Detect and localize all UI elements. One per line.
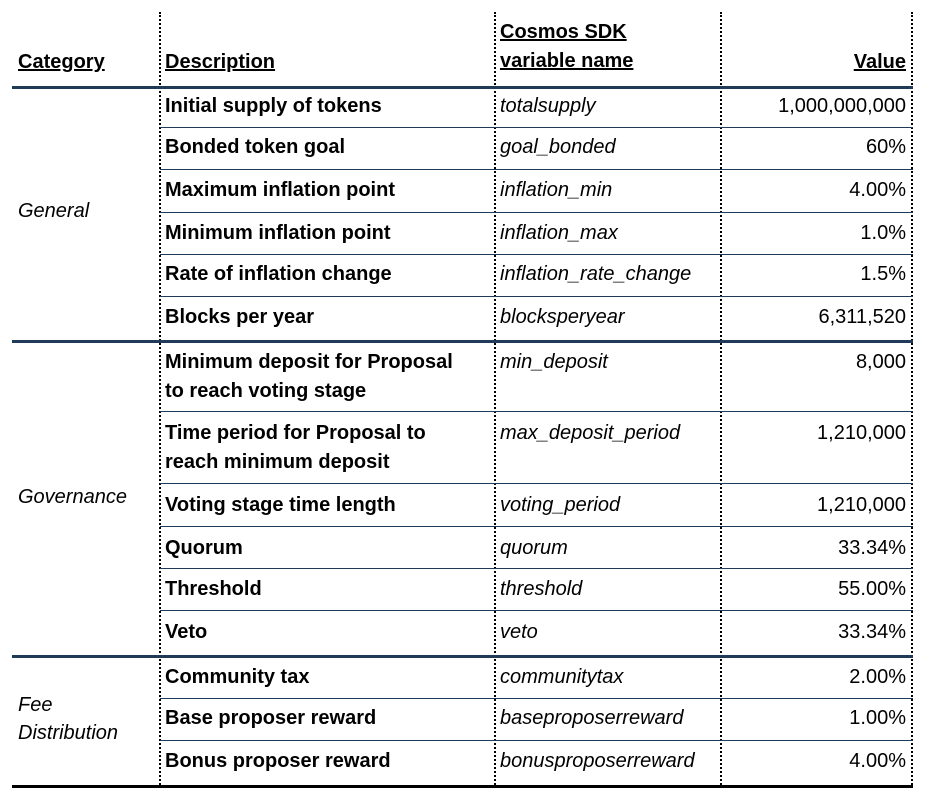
- row-variable: quorum: [500, 537, 568, 559]
- row-description: Threshold: [165, 578, 262, 600]
- row-description-line1: Time period for Proposal to: [165, 422, 426, 444]
- row-value: 33.34%: [838, 621, 906, 643]
- header-category: Category: [18, 51, 105, 73]
- row-description: Quorum: [165, 537, 243, 559]
- row-value: 1,210,000: [817, 422, 906, 444]
- row-variable: voting_period: [500, 494, 621, 516]
- parameters-table: [12, 12, 913, 788]
- row-variable: inflation_min: [500, 179, 613, 201]
- row-variable: max_deposit_period: [500, 422, 681, 444]
- row-rule: [160, 254, 913, 255]
- row-variable: veto: [500, 621, 538, 643]
- header-description: Description: [165, 51, 276, 73]
- row-rule: [160, 212, 913, 213]
- category-governance: Governance: [18, 486, 127, 508]
- row-variable: blocksperyear: [500, 306, 625, 328]
- row-variable: inflation_max: [500, 222, 618, 244]
- category-fee-line1: Fee: [18, 694, 53, 716]
- header-value: Value: [853, 51, 906, 73]
- row-rule: [160, 483, 913, 484]
- row-rule: [160, 296, 913, 297]
- column-divider: [159, 12, 161, 788]
- row-variable: totalsupply: [500, 95, 596, 117]
- row-description-line1: Minimum deposit for Proposal: [165, 351, 453, 373]
- row-variable: min_deposit: [500, 351, 608, 373]
- group-rule: [12, 655, 913, 658]
- row-variable: baseproposerreward: [500, 707, 684, 729]
- row-description-line2: reach minimum deposit: [165, 451, 390, 473]
- row-value: 1,210,000: [817, 494, 906, 516]
- column-divider: [720, 12, 722, 788]
- row-value: 4.00%: [849, 179, 906, 201]
- row-rule: [160, 568, 913, 569]
- row-value: 6,311,520: [818, 306, 906, 328]
- row-rule: [160, 127, 913, 128]
- row-description: Bonded token goal: [165, 136, 345, 158]
- row-description: Community tax: [165, 666, 310, 688]
- row-variable: bonusproposerreward: [500, 750, 695, 772]
- row-description: Base proposer reward: [165, 707, 377, 729]
- row-value: 8,000: [855, 351, 906, 373]
- row-rule: [160, 740, 913, 741]
- row-value: 1.5%: [860, 263, 906, 285]
- row-value: 1,000,000,000: [778, 95, 906, 117]
- row-rule: [160, 411, 913, 412]
- column-divider: [911, 12, 913, 788]
- row-rule: [160, 698, 913, 699]
- row-rule: [160, 610, 913, 611]
- row-value: 2.00%: [849, 666, 906, 688]
- row-value: 60%: [865, 136, 906, 158]
- row-description-line2: to reach voting stage: [165, 380, 367, 402]
- category-fee-line2: Distribution: [18, 722, 119, 744]
- row-variable: goal_bonded: [500, 136, 616, 158]
- row-rule: [160, 169, 913, 170]
- row-variable: communitytax: [500, 666, 624, 688]
- row-variable: inflation_rate_change: [500, 263, 692, 285]
- group-rule: [12, 340, 913, 343]
- row-value: 55.00%: [838, 578, 906, 600]
- row-rule: [160, 526, 913, 527]
- row-description: Blocks per year: [165, 306, 314, 328]
- row-description: Initial supply of tokens: [165, 95, 382, 117]
- column-divider: [494, 12, 496, 788]
- row-description: Minimum inflation point: [165, 222, 391, 244]
- table-bottom-rule: [12, 785, 913, 788]
- row-value: 1.00%: [849, 707, 906, 729]
- row-value: 33.34%: [838, 537, 906, 559]
- category-general: General: [18, 200, 90, 222]
- row-value: 1.0%: [860, 222, 906, 244]
- row-description: Rate of inflation change: [165, 263, 392, 285]
- row-description: Maximum inflation point: [165, 179, 395, 201]
- row-description: Veto: [165, 621, 208, 643]
- header-variable-line2: variable name: [500, 50, 634, 72]
- row-variable: threshold: [500, 578, 583, 600]
- header-rule: [12, 86, 913, 89]
- row-description: Bonus proposer reward: [165, 750, 391, 772]
- header-variable-line1: Cosmos SDK: [500, 21, 627, 43]
- row-value: 4.00%: [849, 750, 906, 772]
- row-description: Voting stage time length: [165, 494, 396, 516]
